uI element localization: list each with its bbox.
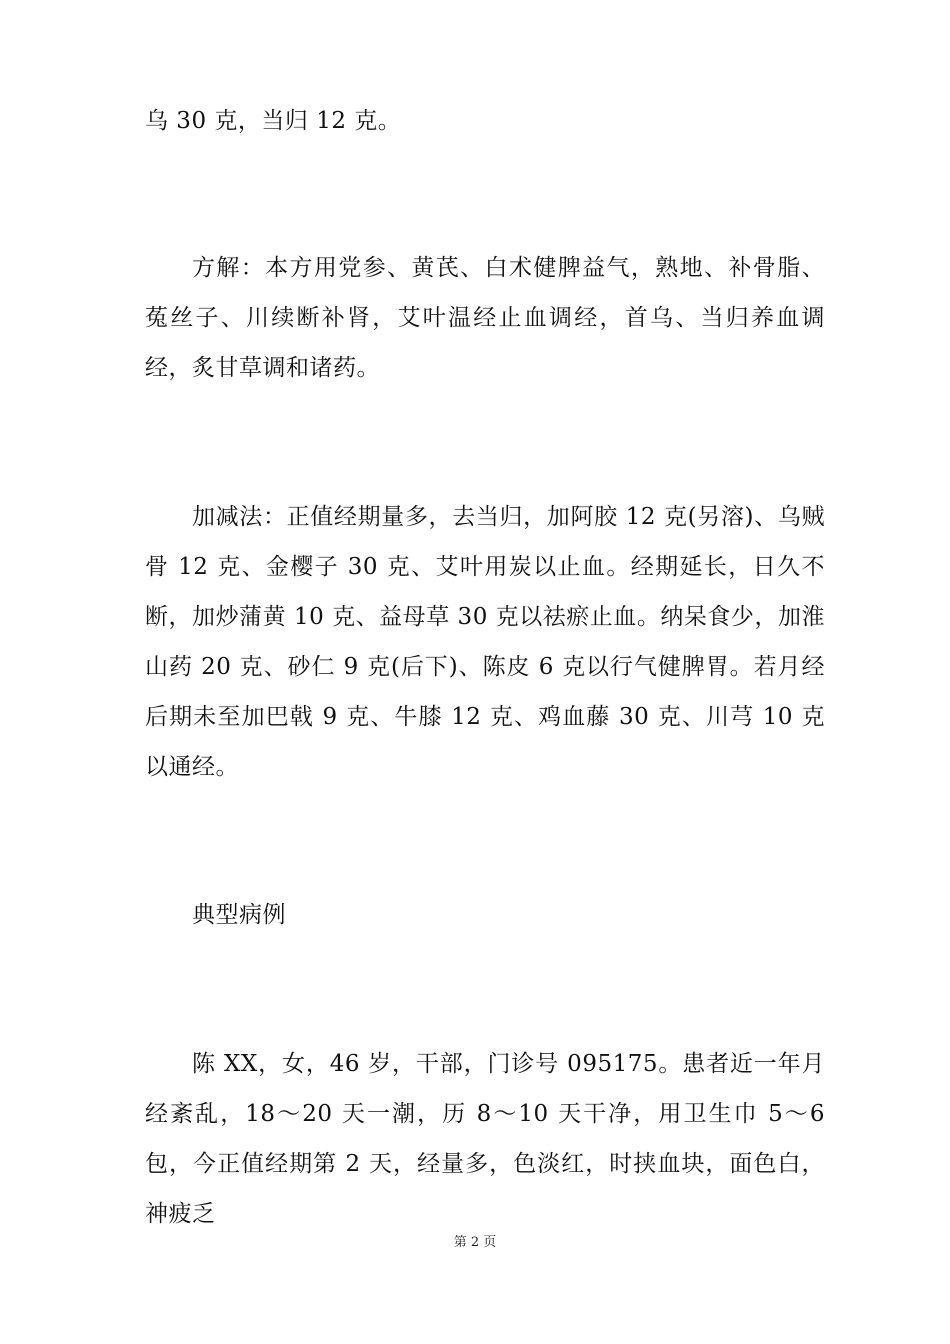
paragraph-case-report: 陈 XX，女，46 岁，干部，门诊号 095175。患者近一年月经紊乱，18～20 天一潮，历 8～10 天干净，用卫生巾 5～6 包，今正值经期第 2 天，经量多，色淡红，时挟血块，面色白，神疲乏: [145, 1051, 825, 1227]
section-heading-typical-case: 典型病例: [192, 902, 286, 928]
paragraph-fangjie: 方解：本方用党参、黄芪、白术健脾益气，熟地、补骨脂、菟丝子、川续断补肾，艾叶温经止血调经，首乌、当归养血调经，炙甘草调和诸药。: [145, 255, 825, 381]
page-number: 第 2 页: [453, 1235, 497, 1250]
paragraph-jiajianfa: 加减法：正值经期量多，去当归，加阿胶 12 克(另溶)、乌贼骨 12 克、金樱子 30 克、艾叶用炭以止血。经期延长，日久不断，加炒蒲黄 10 克、益母草 30 克以祛瘀止血。纳呆食少，加淮山药 20 克、砂仁 9 克(后下)、陈皮 6 克以行气健脾胃。若月经后期未至加巴戟 9 克、牛膝 12 克、鸡血藤 30 克、川芎 10 克以通经。: [145, 504, 825, 780]
paragraph-continuation: 乌 30 克，当归 12 克。: [145, 108, 402, 134]
